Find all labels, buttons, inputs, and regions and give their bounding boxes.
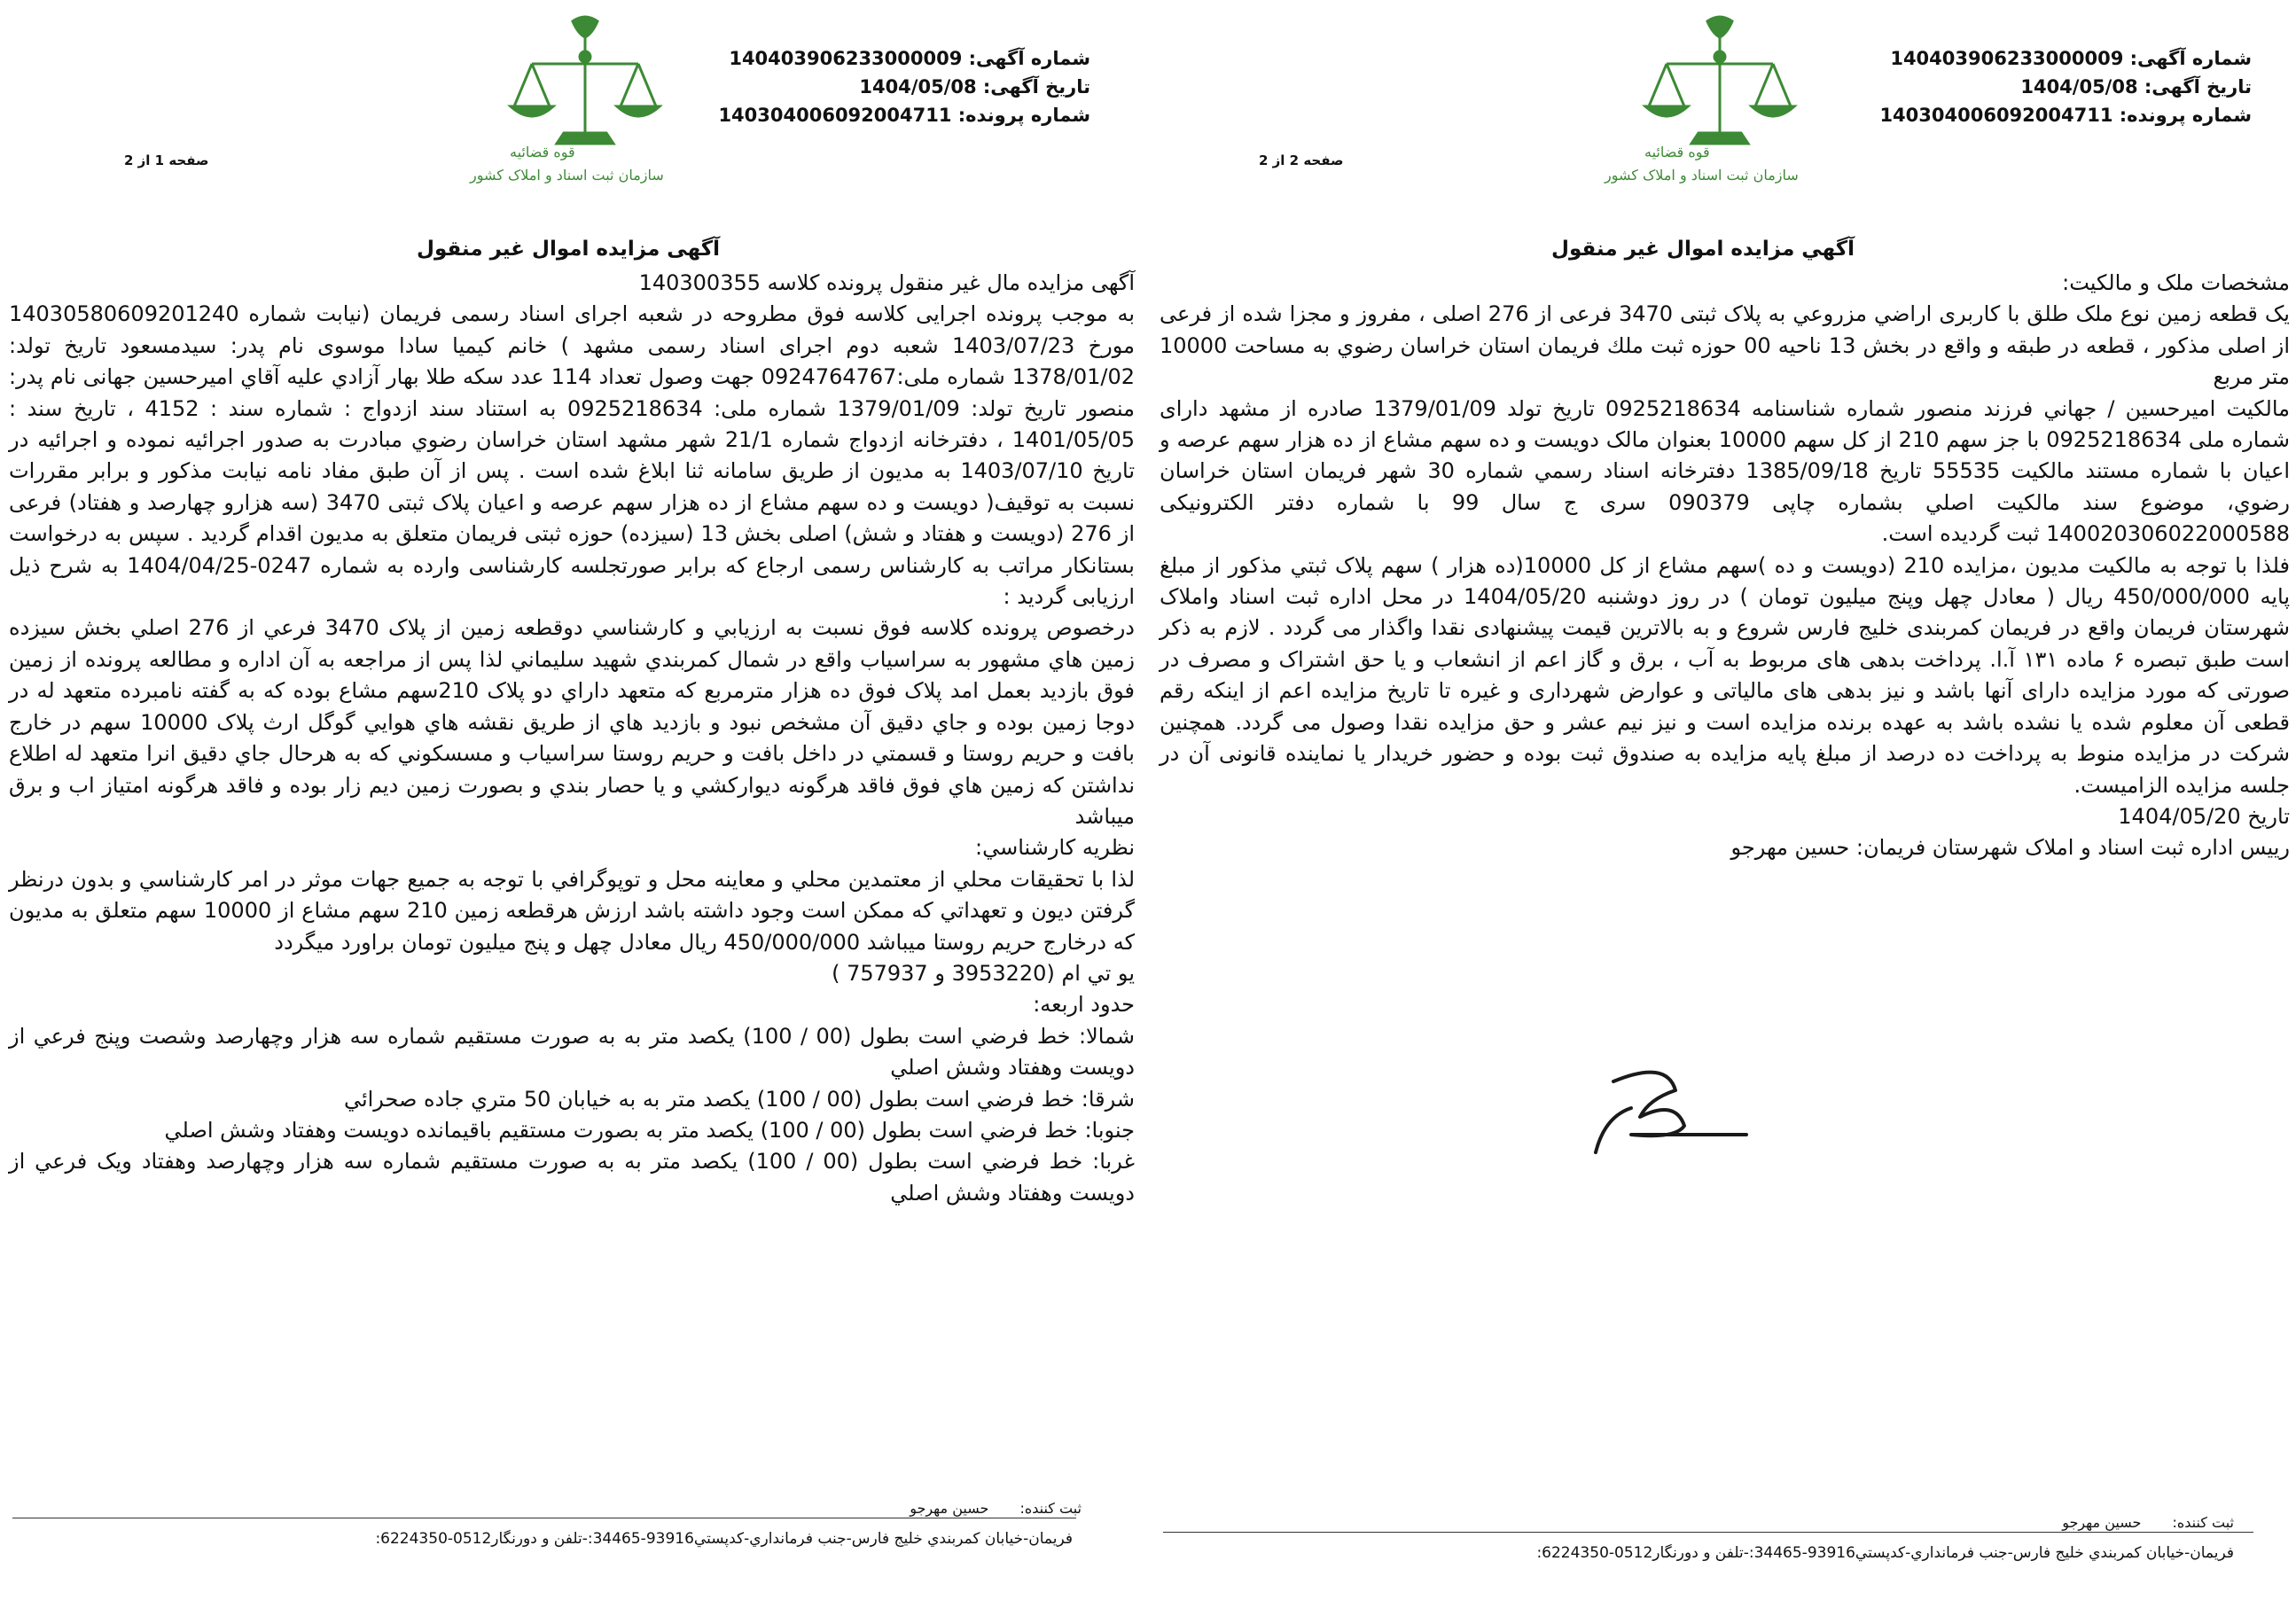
ad-date-row: تاریخ آگهی: 1404/05/08 bbox=[2020, 76, 2252, 98]
paragraph: آگهی مزایده مال غیر منقول پرونده کلاسه 140300355 bbox=[638, 270, 1135, 295]
footer-address: فریمان-خیابان کمربندي خلیج فارس-جنب فرمانداري-کدپستي93916-34465:-تلفن و دورنگار0512-6224350: bbox=[375, 1530, 1073, 1548]
paragraph: غربا: خط فرضي است بطول (00 / 100) یکصد متر به به صورت مستقیم شماره سه هزار وچهارصد وهفتاد ویک فرعي از دویست وهفتاد وشش اصلي bbox=[9, 1149, 1136, 1206]
case-number-row: شماره پرونده: 140304006092004711 bbox=[1879, 105, 2252, 126]
paragraph: حدود اربعه: bbox=[1033, 992, 1135, 1018]
ad-date: 1404/05/08 bbox=[2020, 76, 2138, 98]
paragraph: نظریه کارشناسي: bbox=[975, 835, 1135, 861]
paragraph: فلذا با توجه به مالکیت مدیون ،مزایده 210 (دویست و ده )سهم مشاع از کل 10000(ده هزار ) سهم پلاک ثبتي مذکور از مبلغ پایه 450/000/000 ریال ( معادل چهل وپنج میلیون تومان ) در روز دوشنبه 1404/05/20 در محل اداره ثبت اسناد واملاک شهرستان فریمان واقع در فریمان کمربندی خلیج فارس شروع و به بالاترین قیمت پیشنهادی نقدا واگذار می گردد . لازم به ذکر است طبق تبصره ۶ ماده ۱۳۱ آ.ا. پرداخت بدهی های مربوط به آب ، برق و گاز اعم از انشعاب و یا حق اشتراک و مصرف در صورتی که مورد مزایده دارای آنها باشد و نیز بدهی های مالیاتی و عوارض شهرداری و غیره تا تاریخ مزایده اعم از اینکه رقم قطعی آن معلوم شده یا نشده باشد به عهده برنده مزایده است و نیز نیم عشر و حق مزایده نقدا وصول می گردد. همچنین شرکت در مزایده منوط به پرداخت ده درصد از مبلغ پایه مزایده به صندوق ثبت بوده و حضور خریدار یا نماینده قانونی آن در جلسه مزایده الزامیست. bbox=[1160, 552, 2291, 798]
ad-date-row: تاریخ آگهی: 1404/05/08 bbox=[859, 76, 1090, 98]
ad-meta bbox=[718, 44, 1090, 129]
registrar: ثبت کننده: حسین مهرجو bbox=[910, 1500, 1082, 1517]
ad-date: 1404/05/08 bbox=[859, 76, 977, 98]
ad-number-row: شماره آگهی: 140403906233000009 bbox=[729, 48, 1090, 69]
footer-address: فریمان-خیابان کمربندي خلیج فارس-جنب فرمانداري-کدپستي93916-34465:-تلفن و دورنگار0512-6224350: bbox=[1536, 1544, 2234, 1562]
paragraph: شرقا: خط فرضي است بطول (00 / 100) یکصد متر به به خیابان 50 متري جاده صحرائي bbox=[343, 1086, 1135, 1112]
registrar: ثبت کننده: حسین مهرجو bbox=[2062, 1514, 2234, 1531]
document-body bbox=[9, 268, 1135, 1209]
ad-number-row: شماره آگهی: 140403906233000009 bbox=[1890, 48, 2252, 69]
paragraph: جنوبا: خط فرضي است بطول (00 / 100) یکصد متر به بصورت مستقیم باقیمانده دویست وهفتاد وشش اصلي bbox=[164, 1117, 1135, 1143]
page-1 bbox=[0, 0, 1144, 1608]
ad-meta bbox=[1879, 44, 2252, 129]
ad-number: 140403906233000009 bbox=[729, 48, 963, 69]
paragraph: رییس اداره ثبت اسناد و املاک شهرستان فریمان: حسین مهرجو bbox=[1730, 835, 2290, 861]
document-title: آگهي مزايده اموال غير منقول bbox=[1551, 238, 1855, 261]
paragraph: مشخصات ملک و مالکیت: bbox=[2062, 270, 2290, 295]
page-2 bbox=[1152, 0, 2296, 1608]
emblem-subcaption: سازمان ثبت اسناد و املاک کشور bbox=[1605, 167, 1799, 183]
paragraph: به موجب پرونده اجرایی کلاسه فوق مطروحه در شعبه اجرای اسناد رسمی فریمان (نیابت شماره 14030580609201240 مورخ 1403/07/23 شعبه دوم اجرای اسناد رسمی مشهد ) خانم کیمیا سادا موسوی نام پدر: سیدمسعود تاریخ تولد: 1378/01/02 شماره ملی:0924764767 جهت وصول تعداد 114 عدد سکه طلا بهار آزادي علیه آقاي امیرحسین جهانی نام پدر: منصور تاریخ تولد: 1379/01/09 شماره ملی: 0925218634 به استناد سند ازدواج : شماره سند : 4152 ، تاریخ سند : 1401/05/05 ، دفترخانه ازدواج شماره 21/1 شهر مشهد استان خراسان رضوي مبادرت به صدور اجرائیه نموده و اجرائیه در تاریخ 1403/07/10 به مدیون از طریق سامانه ثنا ابلاغ شده است . پس از آن طبق مفاد نامه نیابت مذکور و برابر مقررات نسبت به توقیف( دویست و ده سهم مشاع از ده هزار سهم عرصه و اعیان پلاک ثبتی 3470 (سه هزارو چهارصد و هفتاد) فرعی از 276 (دویست و هفتاد و شش) اصلی بخش 13 (سیزده) حوزه ثبتی فریمان متعلق به مدیون اقدام گردید . سپس به درخواست بستانکار مراتب به کارشناس رسمی ارجاع که برابر صورتجلسه کارشناسی وارده به شماره 0247-1404/04/25 به شرح ذیل ارزیابی گردید : bbox=[9, 301, 1136, 610]
paragraph: یک قطعه زمین نوع ملک طلق با کاربری اراضي مزروعي به پلاک ثبتی 3470 فرعی از 276 اصلی ، مفروز و مجزا شده از فرعی از اصلی مذکور ، قطعه در طبقه و واقع در بخش 13 ناحیه 00 حوزه ثبت ملك فریمان استان خراسان رضوي به مساحت 10000 متر مربع bbox=[1160, 301, 2290, 390]
ad-number: 140403906233000009 bbox=[1890, 48, 2124, 69]
case-number: 140304006092004711 bbox=[718, 105, 952, 126]
paragraph: شمالا: خط فرضي است بطول (00 / 100) یکصد متر به به صورت مستقیم شماره سه هزار وچهارصد وشصت وپنج فرعي از دویست وهفتاد وشش اصلي bbox=[9, 1023, 1136, 1081]
footer-divider bbox=[1163, 1532, 2253, 1533]
paragraph: تاریخ 1404/05/20 bbox=[2118, 803, 2290, 829]
page-indicator: صفحه 1 از 2 bbox=[124, 152, 209, 168]
paragraph: لذا با تحقیقات محلي از معتمدین محلي و معاینه محل و توپوگرافي با توجه به جمیع جهات موثر در امر کارشناسي و بدون درنظر گرفتن دیون و تعهداتي که ممکن است وجود داشته باشد ارزش هرقطعه زمین 210 سهم مشاع از 10000 سهم متعلق به مدیون که درخارج حریم روستا میباشد 450/000/000 ریال معادل چهل و پنج میلیون تومان براورد میگردد bbox=[9, 866, 1135, 955]
paragraph: درخصوص پرونده کلاسه فوق نسبت به ارزیابي و کارشناسي دوقطعه زمین از پلاک 3470 فرعي از 276 اصلي بخش سیزده زمین هاي مشهور به سراسیاب واقع در شمال کمربندي شهید سلیماني لذا پس از مراجعه به آن اداره و مطالعه پرونده از زمین فوق بازدید بعمل امد پلاک فوق ده هزار مترمربع که متعهد داراي دو پلاک 210سهم مشاع بوده که به گفته نامبرده متعهد له در دوجا زمین بوده و جاي دقیق آن مشخص نبود و بازدید هاي از طریق نقشه هاي هوایي گوگل ارث پلاک 10000 سهم در خارج بافت و حریم روستا و قسمتي در داخل بافت و حریم روستا سراسیاب و مسسکوني که به هرحال جاي دقیق انرا متعهد له اطلاع نداشتن که زمین هاي فوق فاقد هرگونه دیوارکشي و یا حصار بندي و بصورت زمین دیم زار بوده و فاقد هرگونه امتیاز اب و برق میباشد bbox=[9, 615, 1136, 829]
emblem-caption: قوه قضائیه bbox=[510, 144, 575, 160]
emblem-caption: قوه قضائیه bbox=[1644, 144, 1710, 160]
case-number: 140304006092004711 bbox=[1879, 105, 2113, 126]
paragraph: یو تي ام (3953220 و 757937 ) bbox=[832, 960, 1135, 986]
page-indicator: صفحه 2 از 2 bbox=[1259, 152, 1344, 168]
handwritten-signature-icon bbox=[1578, 1055, 1755, 1188]
paragraph: مالکیت امیرحسین / جهاني فرزند منصور شماره شناسنامه 0925218634 تاریخ تولد 1379/01/09 صادره از مشهد دارای شماره ملی 0925218634 با جز سهم 210 از کل سهم 10000 بعنوان مالک دویست و ده سهم مشاع از ده هزار سهم عرصه و اعیان با شماره مستند مالکیت 55535 تاریخ 1385/09/18 دفترخانه اسناد رسمي شماره 30 شهر فريمان استان خراسان رضوي، موضوع سند مالكيت اصلي بشماره چاپی 090379 سری ج سال 99 با شماره دفتر الکترونیکی 140020306022000588 ثبت گردیده است. bbox=[1160, 395, 2291, 547]
document-title: آگهی مزایده اموال غیر منقول bbox=[417, 238, 721, 261]
document-body bbox=[1160, 268, 2290, 864]
case-number-row: شماره پرونده: 140304006092004711 bbox=[718, 105, 1090, 126]
emblem-subcaption: سازمان ثبت اسناد و املاک کشور bbox=[470, 167, 664, 183]
